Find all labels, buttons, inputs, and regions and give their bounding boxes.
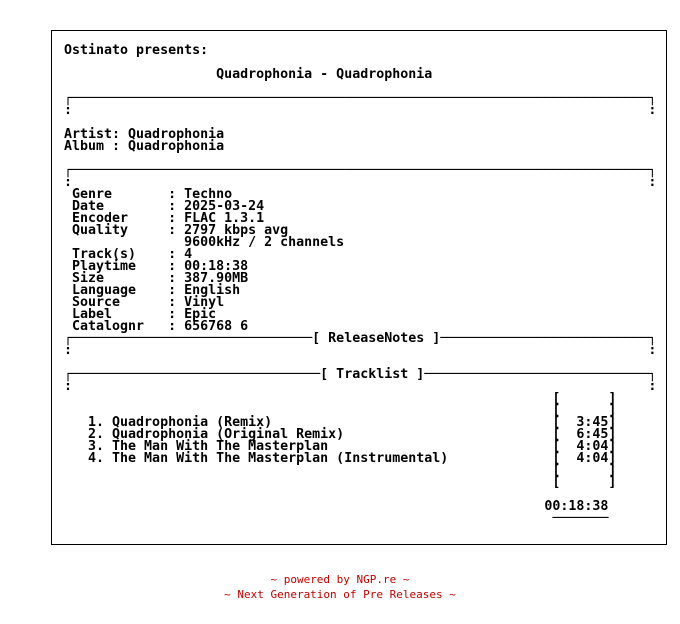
- footer-powered-by: ~ powered by NGP.re ~: [270, 573, 410, 586]
- footer-tagline: ~ Next Generation of Pre Releases ~: [224, 588, 456, 601]
- nfo-text: Ostinato presents: Quadrophonia - Quadrophonia ┌────────────────────────────────────────────────────────────────────────┐ : : Artist: Quadrophonia Album : Quadrophonia ┌────────────────────────────────────────────────────────────────────────┐ : : Genre : Techno Date : 2025-03-24 Encoder : FLAC 1.3.1 Quality : 2797 kbps avg 9600kHz / 2 channels Track(s) : 4 Playtime : 00:18:38 Size : 387.90MB Language : English Source : Vinyl Label : Epic Catalognr : 656768 6 ┌──────────────────────────────[ ReleaseNotes ]──────────────────────────┐ : : ┌───────────────────────────────[ Tracklist ]────────────────────────────┐ : : [ ] [ ] 1. Quadrophonia (Remix) [ 3:45] 2. Quadrophonia (Original Remix) [ 6:45] 3. The Man With The Masterplan [ 4:04] 4. The Man With The Masterplan (Instrumental) [ 4:04] [ ] [ ] 00:18:38 ───────: [64, 43, 657, 526]
- nfo-frame: [51, 30, 667, 545]
- footer: [0, 572, 680, 602]
